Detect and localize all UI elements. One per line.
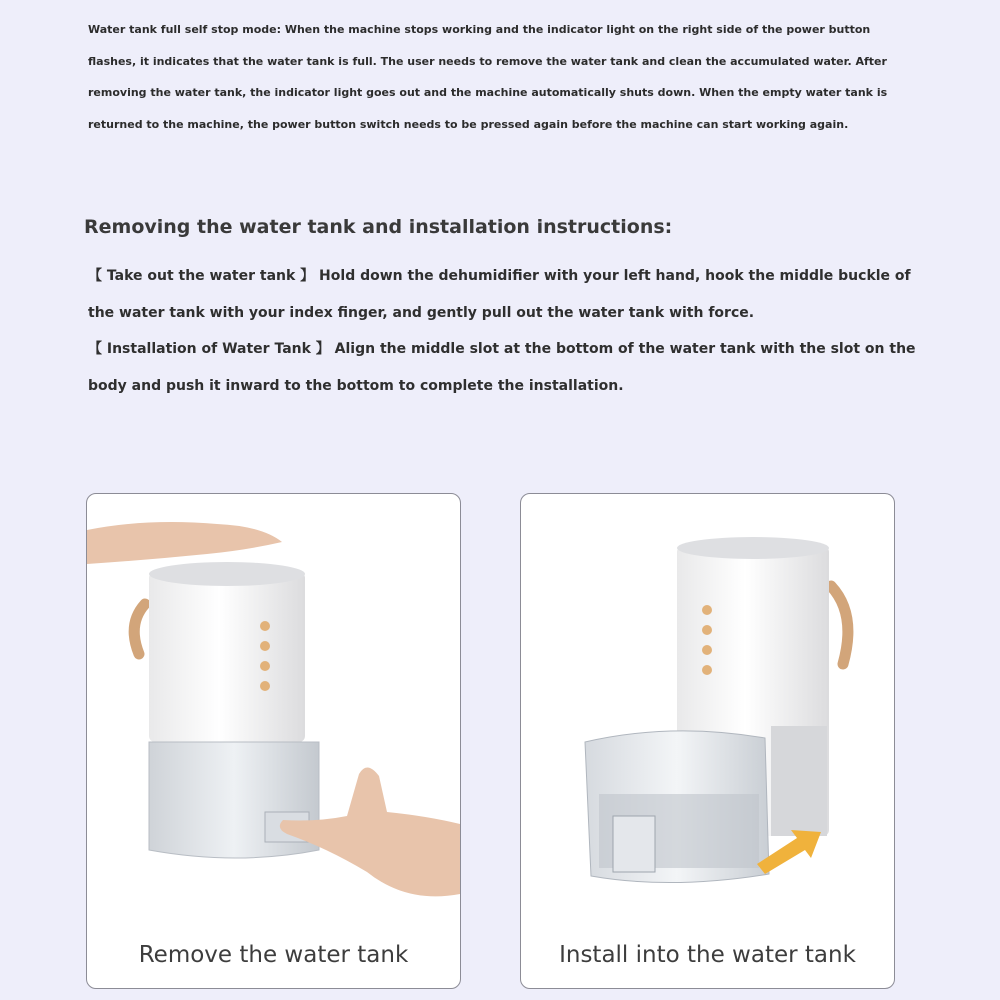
install-tank-caption: Install into the water tank xyxy=(559,942,856,968)
top-vent xyxy=(149,562,305,586)
instruction-line: 【 Installation of Water Tank 】 Align the middle slot at the bottom of the water tank with the slot on the xyxy=(88,341,916,357)
instructions-text xyxy=(88,258,916,404)
tank-buckle xyxy=(613,816,655,872)
section-title: Removing the water tank and installation instructions: xyxy=(84,216,673,238)
install-tank-panel xyxy=(520,493,895,989)
dehumidifier-body xyxy=(149,572,305,742)
remove-tank-illustration xyxy=(87,494,460,924)
remove-tank-caption: Remove the water tank xyxy=(138,942,409,968)
intro-line: Water tank full self stop mode: When the machine stops working and the indicator light on the right side of the power button xyxy=(88,23,871,36)
leather-strap xyxy=(134,604,145,654)
left-hand-illustration xyxy=(87,522,282,564)
top-vent xyxy=(677,537,829,559)
indicator-light xyxy=(260,681,270,691)
install-tank-illustration xyxy=(521,494,894,924)
intro-text xyxy=(88,14,888,140)
indicator-light xyxy=(702,605,712,615)
indicator-light xyxy=(702,625,712,635)
intro-line: flashes, it indicates that the water tank is full. The user needs to remove the water tank and clean the accumulated water. After xyxy=(88,54,887,68)
intro-line: returned to the machine, the power button switch needs to be pressed again before the machine can start working again. xyxy=(88,117,849,131)
indicator-light xyxy=(260,661,270,671)
intro-line: removing the water tank, the indicator light goes out and the machine automatically shuts down. When the empty water tank is xyxy=(88,86,888,99)
indicator-light xyxy=(260,641,270,651)
indicator-light xyxy=(702,645,712,655)
instruction-line: 【 Take out the water tank 】 Hold down the dehumidifier with your left hand, hook the middle buckle of xyxy=(88,268,911,284)
indicator-light xyxy=(702,665,712,675)
remove-tank-panel xyxy=(86,493,461,989)
instruction-line: body and push it inward to the bottom to complete the installation. xyxy=(88,377,624,394)
instruction-line: the water tank with your index finger, and gently pull out the water tank with force. xyxy=(88,304,755,321)
tank-slot xyxy=(771,726,827,836)
indicator-light xyxy=(260,621,270,631)
leather-strap xyxy=(831,586,848,664)
